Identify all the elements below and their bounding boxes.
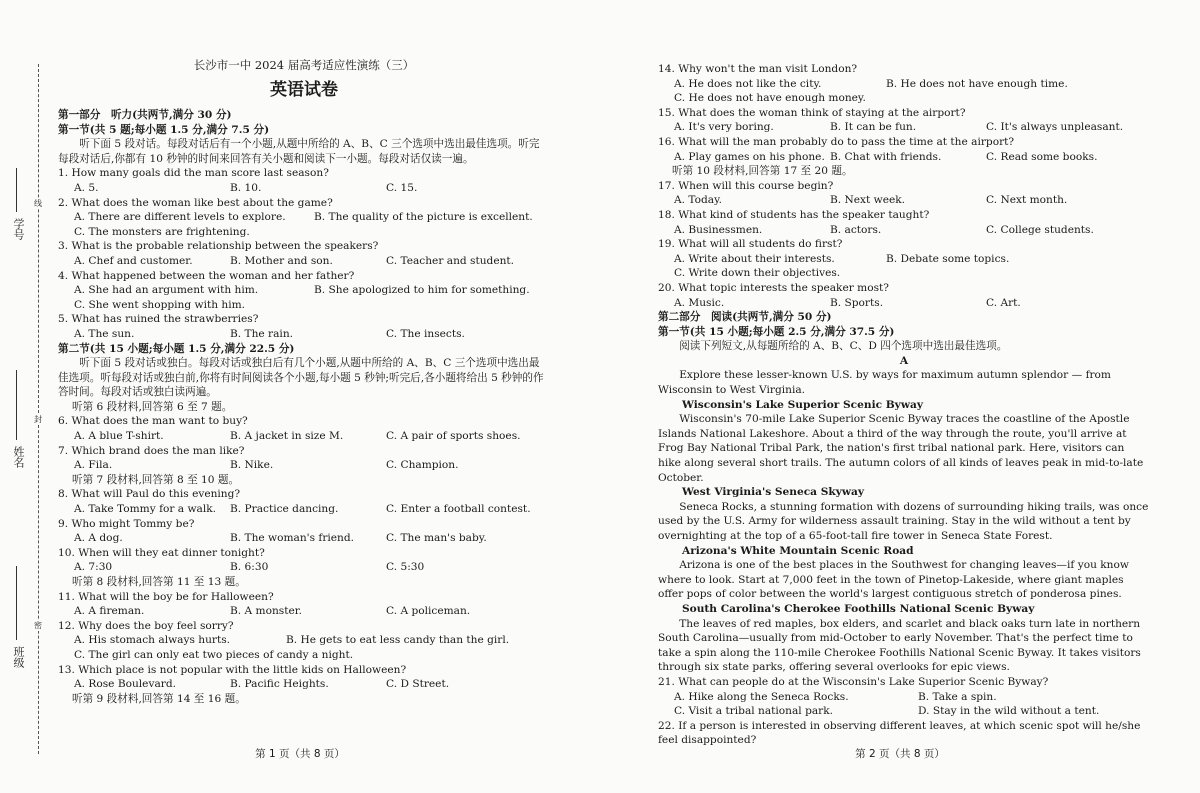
option: B. It can be fun. (830, 121, 917, 134)
option: B. 6:30 (230, 561, 269, 574)
binding-margin (0, 0, 58, 793)
options (58, 210, 550, 225)
options (58, 604, 550, 619)
options (58, 254, 550, 269)
option: B. The woman's friend. (230, 532, 355, 545)
option: A. Chef and customer. (74, 254, 193, 267)
options (658, 296, 1150, 311)
option: C. The man's baby. (386, 532, 487, 545)
question: 13. Which place is not popular with the little kids on Halloween? (58, 663, 407, 676)
option: C. Art. (986, 296, 1021, 309)
question: 15. What does the woman think of staying at the airport? (658, 106, 966, 119)
question: 8. What will Paul do this evening? (58, 488, 241, 501)
option: B. Debate some topics. (886, 252, 1010, 265)
option: A. Businessmen. (674, 223, 763, 236)
option: C. Enter a football contest. (386, 503, 531, 516)
option: B. Sports. (830, 296, 884, 309)
material-note: 听第 9 段材料,回答第 14 至 16 题。 (72, 692, 246, 705)
line-mark: 线 (34, 199, 42, 208)
options (58, 531, 550, 546)
name-label: 姓名 (12, 446, 25, 468)
option: B. The rain. (230, 327, 294, 340)
options (58, 181, 550, 196)
options (58, 327, 550, 342)
option: C. She went shopping with him. (74, 298, 246, 311)
option: C. Read some books. (986, 150, 1098, 163)
page-footer: 第 1 页（共 8 页） (255, 748, 345, 760)
options (58, 648, 550, 663)
option: C. D Street. (386, 678, 450, 691)
option: A. He does not like the city. (674, 77, 822, 90)
passage-letter: A (899, 354, 909, 367)
material-note: 听第 8 段材料,回答第 11 至 13 题。 (72, 576, 246, 588)
option: B. She apologized to him for something. (314, 284, 530, 297)
passage-paragraph: Wisconsin's 70-mile Lake Superior Scenic Byway traces the coastline of the Apostle Islands National Lakeshore. About a third of the way through the route, you'll arrive at Frog Bay National Tribal Park, the nation's first tribal national park. Here, visitors can hike along several short trails. The autumn colors of all kinds of leaves peak in mid-to-late October. (658, 413, 1144, 484)
instructions: 听下面 5 段对话或独白。每段对话或独白后有几个小题,从题中所给的 A、B、C 三个选项中选出最佳选项。听每段对话或独白前,你将有时间阅读各个小题,每小题 5 秒钟;听完后,各小题将给出 5 秒钟的作答时间。每段对话或独白读两遍。 (58, 357, 544, 399)
option: C. It's always unpleasant. (986, 121, 1124, 134)
option: C. College students. (986, 223, 1094, 236)
option: C. The insects. (386, 327, 465, 340)
page-2-content (658, 62, 1150, 748)
question: 12. Why does the boy feel sorry? (58, 619, 234, 632)
question: 6. What does the man want to buy? (58, 415, 248, 428)
options (658, 252, 1150, 267)
student-no-label: 学号 (12, 218, 25, 240)
option: C. The monsters are frightening. (74, 225, 250, 238)
option: A. Hike along the Seneca Rocks. (674, 690, 849, 703)
option: A. There are different levels to explore. (74, 211, 286, 224)
material-note: 听第 10 段材料,回答第 17 至 20 题。 (672, 165, 853, 178)
options (58, 677, 550, 692)
question: 10. When will they eat dinner tonight? (58, 546, 265, 559)
option: A. A blue T-shirt. (74, 430, 164, 443)
options (658, 91, 1150, 106)
option: A. Take Tommy for a walk. (74, 503, 217, 516)
option: A. Rose Boulevard. (74, 678, 176, 691)
passage-paragraph: Arizona is one of the best places in the Southwest for changing leaves—if you know where to look. Start at 7,000 feet in the town of Pinetop-Lakeside, where giant maples offer pops of color between the world's largest contiguous stretch of ponderosa pines. (658, 559, 1129, 601)
passage-subheading: Arizona's White Mountain Scenic Road (682, 544, 914, 557)
cut-line (38, 64, 39, 754)
question: 18. What kind of students has the speaker taught? (658, 208, 930, 221)
option: B. Next week. (830, 194, 906, 207)
option: C. 15. (386, 181, 418, 194)
question: 2. What does the woman like best about the game? (58, 196, 333, 209)
question: 16. What will the man probably do to pass the time at the airport? (658, 135, 1015, 148)
option: B. Pacific Heights. (230, 678, 329, 691)
option: A. Music. (674, 296, 725, 309)
question: 5. What has ruined the strawberries? (58, 313, 259, 326)
options (658, 266, 1150, 281)
option: C. Visit a tribal national park. (674, 705, 834, 718)
part-heading: 第二部分 阅读(共两节,满分 50 分) (658, 311, 832, 324)
option: C. Teacher and student. (386, 254, 515, 267)
option: B. Chat with friends. (830, 150, 942, 163)
option: A. Play games on his phone. (674, 150, 825, 163)
question: 3. What is the probable relationship between the speakers? (58, 240, 379, 253)
option: B. Take a spin. (918, 690, 997, 703)
option: B. Nike. (230, 459, 274, 472)
question: 1. How many goals did the man score last season? (58, 167, 329, 180)
question: 7. Which brand does the man like? (58, 444, 245, 457)
passage-subheading: West Virginia's Seneca Skyway (682, 486, 864, 499)
options (58, 283, 550, 298)
option: A. His stomach always hurts. (74, 634, 231, 647)
question: 9. Who might Tommy be? (58, 517, 195, 530)
option: B. He does not have enough time. (886, 77, 1068, 90)
passage-subheading: South Carolina's Cherokee Foothills National Scenic Byway (682, 602, 1035, 615)
question: 22. If a person is interested in observing different leaves, at which scenic spot will he/she feel disappointed? (658, 719, 1141, 747)
material-note: 听第 7 段材料,回答第 8 至 10 题。 (72, 473, 240, 486)
seal-mark: 封 (34, 415, 42, 424)
option: C. 5:30 (386, 561, 425, 574)
exam-header: 长沙市一中 2024 届高考适应性演练（三） (193, 58, 415, 72)
option: B. Practice dancing. (230, 503, 339, 516)
option: C. Next month. (986, 194, 1068, 207)
option: A. Write about their interests. (674, 252, 835, 265)
options (58, 633, 550, 648)
passage-subheading: Wisconsin's Lake Superior Scenic Byway (682, 398, 923, 411)
page-2 (600, 0, 1200, 793)
option: A. 7:30 (74, 561, 113, 574)
options (658, 193, 1150, 208)
option: C. A policeman. (386, 605, 471, 618)
instructions: 听下面 5 段对话。每段对话后有一个小题,从题中所给的 A、B、C 三个选项中选出最佳选项。听完每段对话后,你都有 10 秒钟的时间来回答有关小题和阅读下一小题。每段对话仅读一遍。 (58, 138, 540, 165)
option: A. Fila. (74, 459, 113, 472)
option: A. She had an argument with him. (74, 284, 259, 297)
page-1-content (58, 58, 550, 706)
question: 11. What will the boy be for Halloween? (58, 590, 274, 603)
options (658, 150, 1150, 165)
option: C. A pair of sports shoes. (386, 430, 521, 443)
question: 19. What will all students do first? (658, 238, 843, 251)
question: 14. Why won't the man visit London? (658, 63, 858, 75)
options (58, 225, 550, 240)
option: C. Champion. (386, 459, 459, 472)
question: 17. When will this course begin? (658, 179, 834, 192)
question: 4. What happened between the woman and her father? (58, 269, 355, 282)
section-heading: 第二节(共 15 小题;每小题 1.5 分,满分 22.5 分) (58, 342, 295, 355)
passage-paragraph: Seneca Rocks, a stunning formation with dozens of surrounding hiking trails, was once used by the U.S. Army for wilderness assault training. Stay in the wild without a tent by overnighting at the top of a 65-foot-tall fire tower in Seneca State Forest. (658, 500, 1149, 542)
options (58, 298, 550, 313)
part-heading: 第一部分 听力(共两节,满分 30 分) (58, 109, 232, 121)
option: A. 5. (74, 181, 99, 194)
option: B. 10. (230, 181, 262, 194)
options (58, 458, 550, 473)
options (658, 120, 1150, 135)
section-heading: 第一节(共 15 小题;每小题 2.5 分,满分 37.5 分) (658, 325, 895, 338)
options (658, 704, 1150, 719)
options (658, 77, 1150, 92)
options (658, 690, 1150, 705)
option: B. A jacket in size M. (230, 430, 344, 443)
page-footer: 第 2 页（共 8 页） (855, 748, 945, 760)
option: B. He gets to eat less candy than the girl. (286, 634, 510, 647)
question: 20. What topic interests the speaker most? (658, 281, 889, 294)
section-heading: 第一节(共 5 题;每小题 1.5 分,满分 7.5 分) (58, 123, 270, 136)
material-note: 听第 6 段材料,回答第 6 至 7 题。 (72, 400, 233, 413)
option: C. The girl can only eat two pieces of candy a night. (74, 648, 354, 661)
passage-paragraph: The leaves of red maples, box elders, and scarlet and black oaks turn late in northern South Carolina—usually from mid-October to early November. That's the perfect time to take a spin along the 110-mile Cherokee Foothills National Scenic Byway. It takes visitors through six state parks, offering several overlooks for epic views. (658, 617, 1141, 674)
option: A. Today. (674, 194, 723, 207)
exam-title: 英语试卷 (270, 80, 338, 100)
option: A. It's very boring. (674, 121, 774, 134)
options (658, 223, 1150, 238)
option: B. A monster. (230, 605, 303, 618)
passage-intro: Explore these lesser-known U.S. by ways for maximum autumn splendor — from Wisconsin to West Virginia. (658, 369, 1111, 397)
option: A. The sun. (74, 327, 135, 340)
option: C. Write down their objectives. (674, 267, 841, 280)
options (58, 502, 550, 517)
options (58, 560, 550, 575)
dense-mark: 密 (34, 621, 42, 630)
option: A. A dog. (74, 532, 123, 545)
option: B. actors. (830, 223, 882, 236)
class-label: 班级 (12, 646, 25, 668)
question: 21. What can people do at the Wisconsin's Lake Superior Scenic Byway? (658, 675, 1049, 688)
option: B. The quality of the picture is excellent. (314, 211, 533, 224)
option: C. He does not have enough money. (674, 92, 866, 105)
instructions: 阅读下列短文,从每题所给的 A、B、C、D 四个选项中选出最佳选项。 (679, 340, 1008, 353)
options (58, 429, 550, 444)
option: A. A fireman. (74, 605, 145, 618)
option: D. Stay in the wild without a tent. (918, 705, 1100, 718)
option: B. Mother and son. (230, 254, 333, 267)
